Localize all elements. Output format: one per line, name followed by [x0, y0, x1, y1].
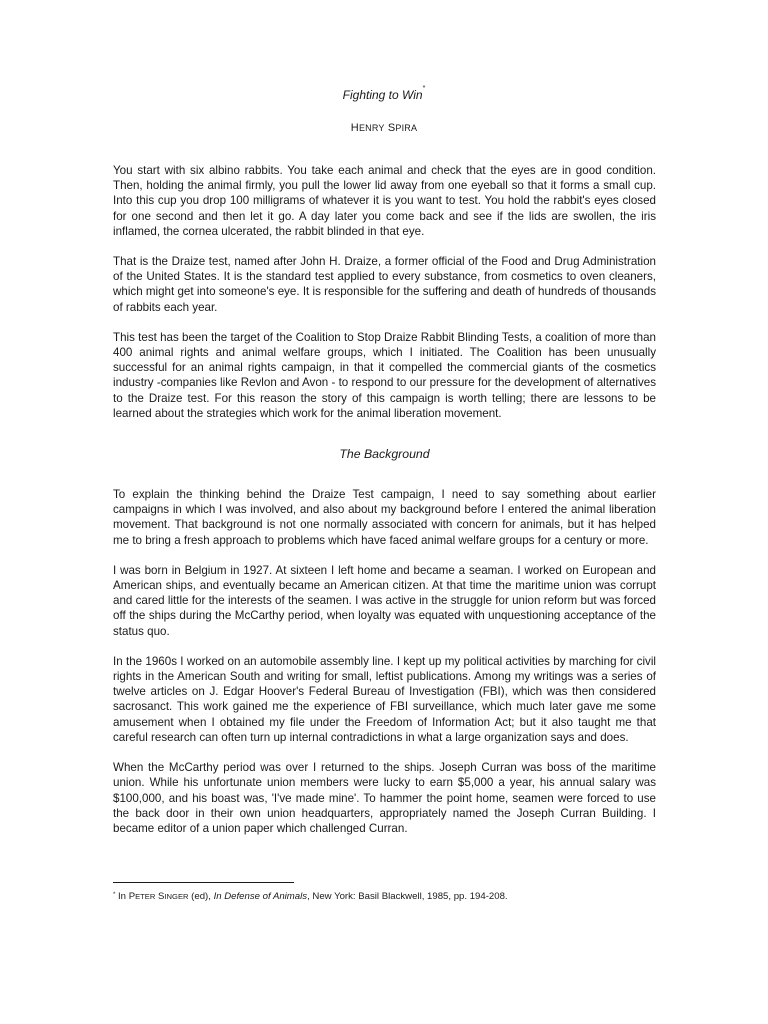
- paragraph-2: That is the Draize test, named after John H. Draize, a former official of the Food and Drug Administration of the United States. It is the standard test applied to every substance, from cosmetics to oven cleaners, which might get into someone's eye. It is responsible for the suffering and death of hundreds of thousands of rabbits each year.: [113, 255, 656, 314]
- paragraph-1: You start with six albino rabbits. You take each animal and check that the eyes are in good condition. Then, holding the animal firmly, you pull the lower lid away from one eyeball so that it forms a small cup. Into this cup you drop 100 milligrams of whatever it is you want to test. You hold the rabbit's eyes closed for one second and then let it go. A day later you come back and see if the lids are swollen, the iris inflamed, the cornea ulcerated, the rabbit blinded in that eye.: [113, 164, 656, 238]
- footnote-editor-last-rest: INGER: [164, 892, 189, 901]
- footnote-prefix: In: [118, 891, 129, 902]
- footnote-editor-first-rest: ETER: [135, 892, 156, 901]
- title-text: Fighting to Win: [342, 88, 423, 102]
- footnote-mark: *: [113, 892, 116, 898]
- body-text: [113, 163, 656, 836]
- paragraph-6: In the 1960s I worked on an automobile assembly line. I kept up my political activities by marching for civil rights in the American South and writing for small, leftist publications. Among my writings was a series of twelve articles on J. Edgar Hoover's Federal Bureau of Investigation (FBI), which was then considered sacrosanct. This work gained me the experience of FBI surveillance, which much later gave me some amusement when I obtained my file under the Freedom of Information Act; but it also taught me that careful research can often turn up internal contradictions in what a large organization says and does.: [113, 654, 656, 744]
- footnote-editor-suffix: (ed),: [188, 891, 214, 902]
- author-first-initial: H: [350, 122, 359, 134]
- footnote-publication: , New York: Basil Blackwell, 1985, pp. 194-208.: [307, 891, 508, 902]
- footnote-divider: [113, 882, 294, 883]
- footnote-editor-last-initial: S: [158, 891, 165, 902]
- author-last-rest: PIRA: [395, 123, 418, 133]
- document-title: [0, 85, 768, 102]
- footnote-book-title: In Defense of Animals: [213, 891, 308, 902]
- paragraph-7: When the McCarthy period was over I returned to the ships. Joseph Curran was boss of the maritime union. While his unfortunate union members were lucky to earn $5,000 a year, his annual salary was $100,000, and his boast was, 'I've made mine'. To hammer the point home, seamen were forced to use the back door in their own union headquarters, appropriately named the Joseph Curran Building. I became editor of a union paper which challenged Curran.: [113, 761, 656, 835]
- paragraph-4: To explain the thinking behind the Draize Test campaign, I need to say something about earlier campaigns in which I was involved, and also about my background before I entered the animal liberation movement. That background is not one normally associated with concern for animals, but it has helped me to bring a fresh approach to problems which have faced animal welfare groups for a century or more.: [113, 488, 656, 547]
- author-last-initial: S: [387, 122, 396, 134]
- author-first-rest: ENRY: [358, 123, 385, 133]
- paragraph-3: This test has been the target of the Coalition to Stop Draize Rabbit Blinding Tests, a coalition of more than 400 animal rights and animal welfare groups, which I initiated. The Coalition has been unusually successful for an animal rights campaign, in that it compelled the commercial giants of the cosmetics industry -companies like Revlon and Avon - to respond to our pressure for the development of alternatives to the Draize test. For this reason the story of this campaign is worth telling; there are lessons to be learned about the strategies which work for the animal liberation movement.: [113, 330, 656, 420]
- footnote: [113, 891, 656, 903]
- author-name: [0, 122, 768, 134]
- footnote-marker: *: [422, 85, 426, 92]
- paragraph-5: I was born in Belgium in 1927. At sixteen I left home and became a seaman. I worked on European and American ships, and eventually became an American citizen. At that time the maritime union was corrupt and cared little for the interests of the seamen. I was active in the struggle for union reform but was forced off the ships during the McCarthy period, when loyalty was equated with unquestioning acceptance of the status quo.: [113, 563, 656, 638]
- section-heading: The Background: [339, 447, 430, 462]
- footnote-editor-first-initial: P: [128, 891, 136, 902]
